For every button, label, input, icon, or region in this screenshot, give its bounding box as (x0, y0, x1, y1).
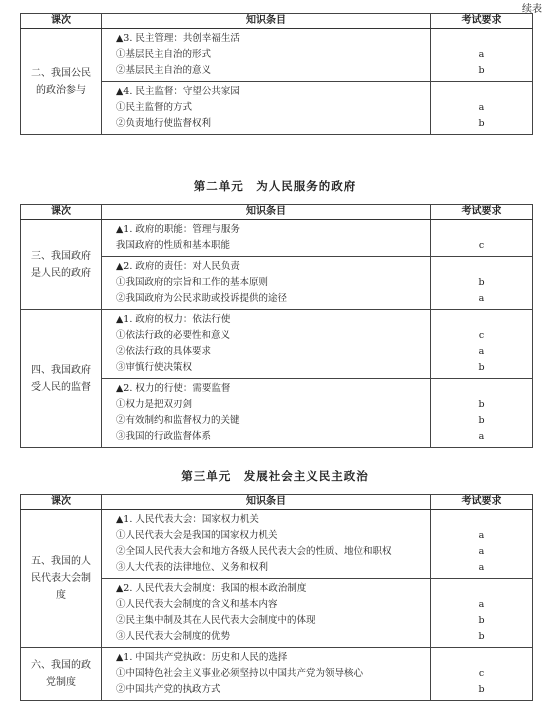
requirement-level: b (478, 65, 485, 76)
requirement-cell (431, 579, 533, 648)
requirement-cell (431, 648, 533, 701)
knowledge-item: ②基层民主自治的意义 (116, 65, 212, 76)
knowledge-item: ②我国政府为公民求助或投诉提供的途径 (116, 293, 288, 304)
header-lesson: 课次 (21, 205, 102, 220)
requirement-level: b (478, 631, 485, 642)
knowledge-item: 我国政府的性质和基本职能 (116, 240, 231, 251)
requirement-level: a (478, 599, 485, 610)
knowledge-topic: ▲1. 人民代表大会：国家权力机关 (116, 514, 259, 525)
knowledge-item: ②中国共产党的执政方式 (116, 684, 221, 695)
knowledge-topic: ▲2. 政府的责任：对人民负责 (116, 261, 240, 272)
knowledge-items-cell (102, 29, 431, 82)
knowledge-items-cell (102, 310, 431, 379)
knowledge-item: ①基层民主自治的形式 (116, 49, 212, 60)
requirement-cell (431, 29, 533, 82)
knowledge-item: ①权力是把双刃剑 (116, 399, 193, 410)
header-lesson: 课次 (21, 14, 102, 29)
requirement-level: a (478, 49, 485, 60)
header-items: 知识条目 (102, 205, 431, 220)
requirement-level: a (478, 102, 485, 113)
lesson-name: 二、我国公民的政治参与 (21, 29, 102, 135)
table-header-row (21, 14, 533, 29)
knowledge-item: ③人大代表的法律地位、义务和权利 (116, 562, 269, 573)
table-row (21, 510, 533, 579)
knowledge-items-cell (102, 257, 431, 310)
header-items: 知识条目 (102, 14, 431, 29)
requirement-level: c (478, 668, 485, 679)
requirement-level (431, 84, 532, 100)
requirement-level: a (478, 546, 485, 557)
header-lesson: 课次 (21, 495, 102, 510)
requirement-level: a (478, 346, 485, 357)
table-header-row (21, 205, 533, 220)
knowledge-item: ①中国特色社会主义事业必须坚持以中国共产党为领导核心 (116, 668, 364, 679)
requirement-level: a (478, 530, 485, 541)
knowledge-items-cell (102, 82, 431, 135)
knowledge-item: ③我国的行政监督体系 (116, 431, 212, 442)
requirement-level (431, 581, 532, 597)
lesson-name: 三、我国政府是人民的政府 (21, 220, 102, 310)
knowledge-item: ①我国政府的宗旨和工作的基本原则 (116, 277, 269, 288)
requirement-level: b (478, 362, 485, 373)
knowledge-items-cell (102, 379, 431, 448)
requirement-level: b (478, 399, 485, 410)
knowledge-topic: ▲1. 政府的职能：管理与服务 (116, 224, 240, 235)
knowledge-items-cell (102, 648, 431, 701)
requirement-level: b (478, 118, 485, 129)
knowledge-items-cell (102, 220, 431, 257)
table-row (21, 29, 533, 82)
knowledge-table-3 (20, 494, 533, 701)
table-row (21, 648, 533, 701)
requirement-level (431, 222, 532, 238)
knowledge-item: ②全国人民代表大会和地方各级人民代表大会的性质、地位和职权 (116, 546, 392, 557)
requirement-level: b (478, 615, 485, 626)
knowledge-items-cell (102, 510, 431, 579)
continued-label: 续表 (522, 4, 542, 15)
requirement-level: b (478, 684, 485, 695)
knowledge-table-2 (20, 204, 533, 448)
knowledge-item: ①人民代表大会是我国的国家权力机关 (116, 530, 278, 541)
requirement-level: c (478, 240, 485, 251)
requirement-cell (431, 310, 533, 379)
requirement-cell (431, 82, 533, 135)
requirement-level (431, 259, 532, 275)
table-row (21, 310, 533, 379)
requirement-level: b (478, 277, 485, 288)
header-req: 考试要求 (431, 14, 533, 29)
requirement-level (431, 512, 532, 528)
knowledge-topic: ▲2. 权力的行使：需要监督 (116, 383, 231, 394)
requirement-level (431, 381, 532, 397)
table-header-row (21, 495, 533, 510)
knowledge-topic: ▲2. 人民代表大会制度：我国的根本政治制度 (116, 583, 307, 594)
knowledge-item: ②负责地行使监督权利 (116, 118, 212, 129)
knowledge-table-1 (20, 13, 533, 135)
requirement-level: a (478, 562, 485, 573)
unit3-title: 第三单元 发展社会主义民主政治 (181, 469, 369, 483)
requirement-cell (431, 379, 533, 448)
requirement-level: a (478, 293, 485, 304)
knowledge-topic: ▲3. 民主管理：共创幸福生活 (116, 33, 240, 44)
knowledge-item: ②民主集中制及其在人民代表大会制度中的体现 (116, 615, 316, 626)
requirement-level (431, 312, 532, 328)
header-req: 考试要求 (431, 495, 533, 510)
header-items: 知识条目 (102, 495, 431, 510)
knowledge-item: ①依法行政的必要性和意义 (116, 330, 231, 341)
knowledge-item: ②有效制约和监督权力的关键 (116, 415, 240, 426)
unit2-title: 第二单元 为人民服务的政府 (193, 179, 357, 193)
requirement-level: c (478, 330, 485, 341)
knowledge-item: ①人民代表大会制度的含义和基本内容 (116, 599, 278, 610)
knowledge-topic: ▲1. 政府的权力：依法行使 (116, 314, 231, 325)
lesson-name: 五、我国的人民代表大会制度 (21, 510, 102, 648)
knowledge-item: ②依法行政的具体要求 (116, 346, 212, 357)
requirement-cell (431, 510, 533, 579)
lesson-name: 六、我国的政党制度 (21, 648, 102, 701)
table-row (21, 220, 533, 257)
requirement-level: a (478, 431, 485, 442)
knowledge-item: ③审慎行使决策权 (116, 362, 193, 373)
knowledge-item: ③人民代表大会制度的优势 (116, 631, 231, 642)
requirement-level (431, 650, 532, 666)
knowledge-topic: ▲4. 民主监督：守望公共家园 (116, 86, 240, 97)
requirement-level: b (478, 415, 485, 426)
knowledge-topic: ▲1. 中国共产党执政：历史和人民的选择 (116, 652, 288, 663)
requirement-level (431, 31, 532, 47)
lesson-name: 四、我国政府受人民的监督 (21, 310, 102, 448)
knowledge-item: ①民主监督的方式 (116, 102, 193, 113)
requirement-cell (431, 257, 533, 310)
knowledge-items-cell (102, 579, 431, 648)
requirement-cell (431, 220, 533, 257)
header-req: 考试要求 (431, 205, 533, 220)
